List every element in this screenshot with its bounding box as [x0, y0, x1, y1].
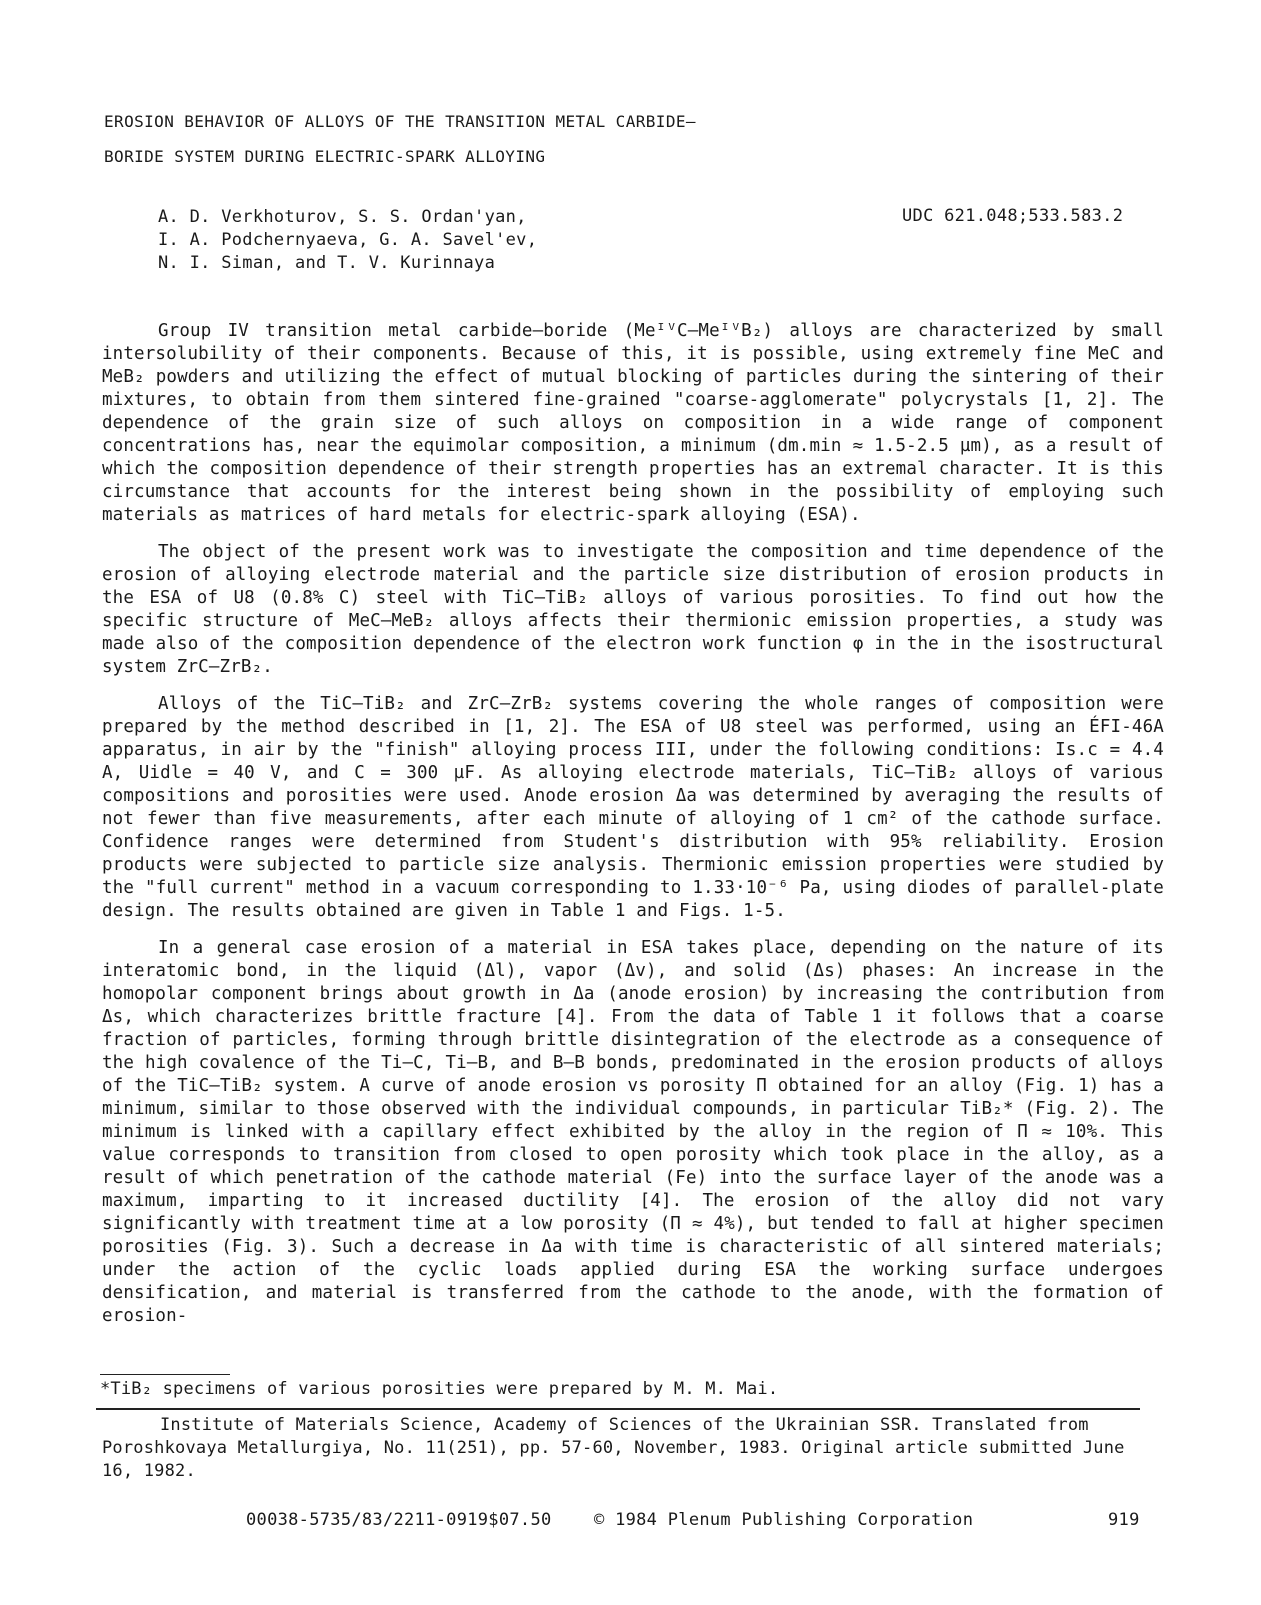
udc-code: UDC 621.048;533.583.2	[902, 206, 1124, 226]
footnote-divider	[100, 1374, 230, 1375]
author-line: N. I. Siman, and T. V. Kurinnaya	[158, 253, 496, 273]
publication-code: 00038-5735/83/2211-0919$07.50	[246, 1510, 552, 1530]
affiliation-divider	[96, 1408, 1140, 1410]
affiliation-note	[102, 1414, 1142, 1483]
footnote: *TiB₂ specimens of various porosities were prepared by M. M. Mai.	[100, 1379, 779, 1399]
body-paragraph: Group IV transition metal carbide—boride (MeᴵⱽC—MeᴵⱽB₂) alloys are characterized by small intersolubility of their components. Because of this, it is possible, using extremely fine MeC and MeB₂ powders and utilizing the effect of mutual blocking of particles during the sintering of their mixtures, to obtain from them sintered fine-grained "coarse-agglomerate" polycrystals [1, 2]. The dependence of the grain size of such alloys on composition in a wide range of component concentrations has, near the equimolar composition, a minimum (dm.min ≈ 1.5-2.5 µm), as a result of which the composition dependence of their strength properties has an extremal character. It is this circumstance that accounts for the interest being shown in the possibility of employing such materials as matrices of hard metals for electric-spark alloying (ESA).	[102, 321, 1164, 525]
body-paragraph: In a general case erosion of a material in ESA takes place, depending on the nature of its interatomic bond, in the liquid (Δl), vapor (Δv), and solid (Δs) phases: An increase in the homopolar component brings about growth in Δa (anode erosion) by increasing the contribution from Δs, which characterizes brittle fracture [4]. From the data of Table 1 it follows that a coarse fraction of particles, forming through brittle disintegration of the electrode as a consequence of the high covalence of the Ti—C, Ti—B, and B—B bonds, predominated in the erosion products of alloys of the TiC—TiB₂ system. A curve of anode erosion vs porosity Π obtained for an alloy (Fig. 1) has a minimum, similar to those observed with the individual compounds, in particular TiB₂* (Fig. 2). The minimum is linked with a capillary effect exhibited by the alloy in the region of Π ≈ 10%. This value corresponds to transition from closed to open porosity which took place in the alloy, as a result of which penetration of the cathode material (Fe) into the surface layer of the anode was a maximum, imparting to it increased ductility [4]. The erosion of the alloy did not vary significantly with treatment time at a low porosity (Π ≈ 4%), but tended to fall at higher specimen porosities (Fig. 3). Such a decrease in Δa with time is characteristic of all sintered materials; under the action of the cyclic loads applied during ESA the working surface undergoes densification, and material is transferred from the cathode to the anode, with the formation of erosion-	[102, 938, 1164, 1326]
article-title-line-1: EROSION BEHAVIOR OF ALLOYS OF THE TRANSITION METAL CARBIDE—	[104, 112, 696, 131]
body-paragraph: The object of the present work was to investigate the composition and time dependence of the erosion of alloying electrode material and the particle size distribution of erosion products in the ESA of U8 (0.8% C) steel with TiC—TiB₂ alloys of various porosities. To find out how the specific structure of MeC—MeB₂ alloys affects their thermionic emission properties, a study was made also of the composition dependence of the electron work function φ in the in the isostructural system ZrC—ZrB₂.	[102, 542, 1164, 677]
article-body	[102, 320, 1164, 1342]
page-number: 919	[1108, 1510, 1140, 1530]
body-paragraph: Alloys of the TiC—TiB₂ and ZrC—ZrB₂ systems covering the whole ranges of composition were prepared by the method described in [1, 2]. The ESA of U8 steel was performed, using an ÉFI-46A apparatus, in air by the "finish" alloying process III, under the following conditions: Is.c = 4.4 A, Uidle = 40 V, and C = 300 µF. As alloying electrode materials, TiC—TiB₂ alloys of various compositions and porosities were used. Anode erosion Δa was determined by averaging the results of not fewer than five measurements, after each minute of alloying of 1 cm² of the cathode surface. Confidence ranges were determined from Student's distribution with 95% reliability. Erosion products were subjected to particle size analysis. Thermionic emission properties were studied by the "full current" method in a vacuum corresponding to 1.33·10⁻⁶ Pa, using diodes of parallel-plate design. The results obtained are given in Table 1 and Figs. 1-5.	[102, 694, 1164, 921]
author-line: A. D. Verkhoturov, S. S. Ordan'yan,	[158, 207, 527, 227]
affiliation-text: Institute of Materials Science, Academy of Sciences of the Ukrainian SSR. Translated from Poroshkovaya Metallurgiya, No. 11(251), pp. 57-60, November, 1983. Original article submitted June 16, 1982.	[102, 1415, 1125, 1481]
author-line: I. A. Podchernyaeva, G. A. Savel'ev,	[158, 230, 538, 250]
author-list	[158, 206, 537, 275]
copyright-notice: © 1984 Plenum Publishing Corporation	[594, 1510, 974, 1530]
article-title-line-2: BORIDE SYSTEM DURING ELECTRIC-SPARK ALLOYING	[104, 147, 546, 166]
